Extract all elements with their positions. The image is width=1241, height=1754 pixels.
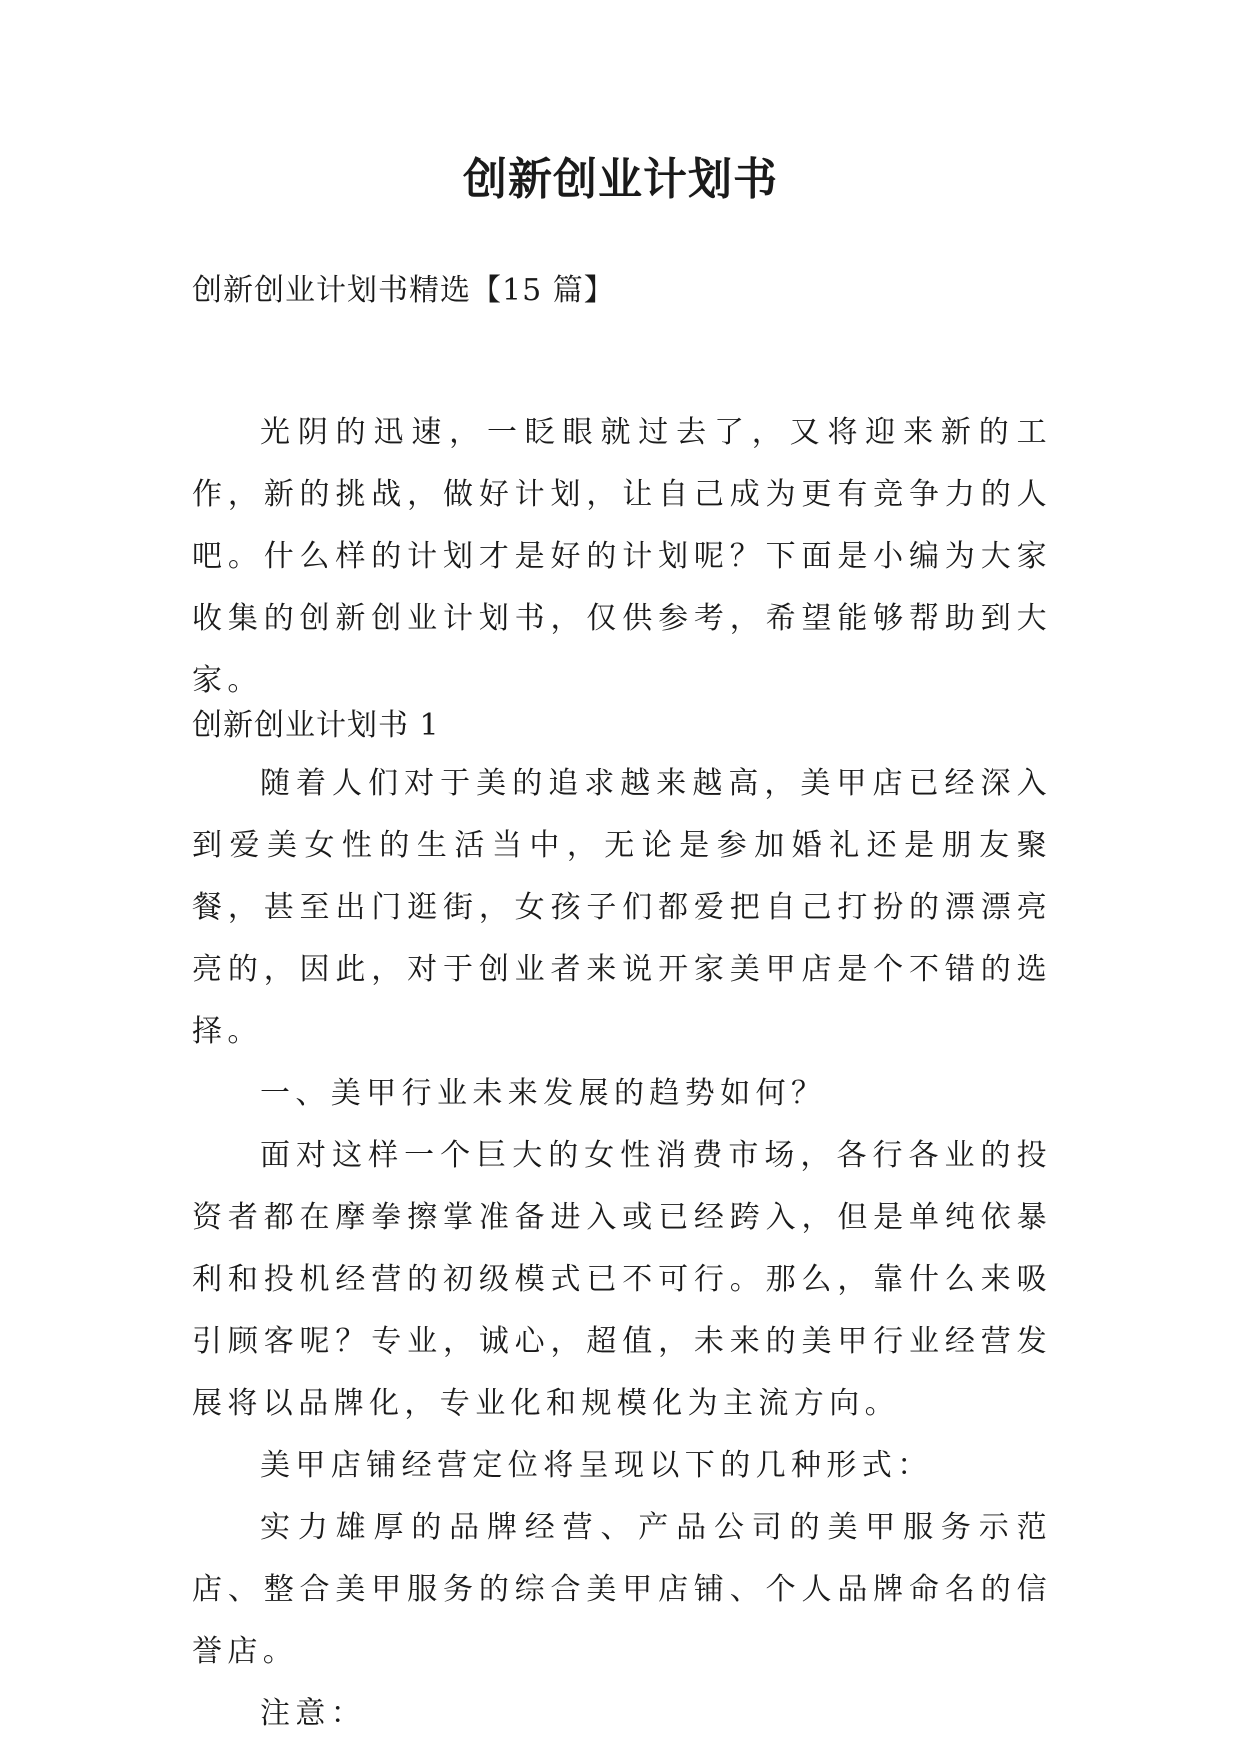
section-heading: 创新创业计划书 1 [192,708,440,743]
section-body [192,753,1052,1745]
paragraph: 注意： [260,1696,367,1731]
document-subtitle: 创新创业计划书精选【15 篇】 [192,273,615,308]
paragraph: 面对这样一个巨大的女性消费市场，各行各业的投资者都在摩拳擦掌准备进入或已经跨入，但是单纯依暴利和投机经营的初级模式已不可行。那么，靠什么来吸引顾客呢？专业，诚心，超值，未来的美甲行业经营发展将以品牌化，专业化和规模化为主流方向。 [192,1138,1052,1421]
paragraph: 实力雄厚的品牌经营、产品公司的美甲服务示范店、整合美甲服务的综合美甲店铺、个人品牌命名的信誉店。 [192,1510,1052,1669]
paragraph: 随着人们对于美的追求越来越高，美甲店已经深入到爱美女性的生活当中，无论是参加婚礼还是朋友聚餐，甚至出门逛街，女孩子们都爱把自己打扮的漂漂亮亮的，因此，对于创业者来说开家美甲店是个不错的选择。 [192,766,1052,1049]
paragraph: 美甲店铺经营定位将呈现以下的几种形式： [260,1448,933,1483]
document-title: 创新创业计划书 [463,154,778,205]
intro-paragraph: 光阴的迅速，一眨眼就过去了，又将迎来新的工作，新的挑战，做好计划，让自己成为更有竞争力的人吧。什么样的计划才是好的计划呢？下面是小编为大家收集的创新创业计划书，仅供参考，希望能够帮助到大家。 [192,415,1052,698]
paragraph: 一、美甲行业未来发展的趋势如何？ [260,1076,827,1111]
